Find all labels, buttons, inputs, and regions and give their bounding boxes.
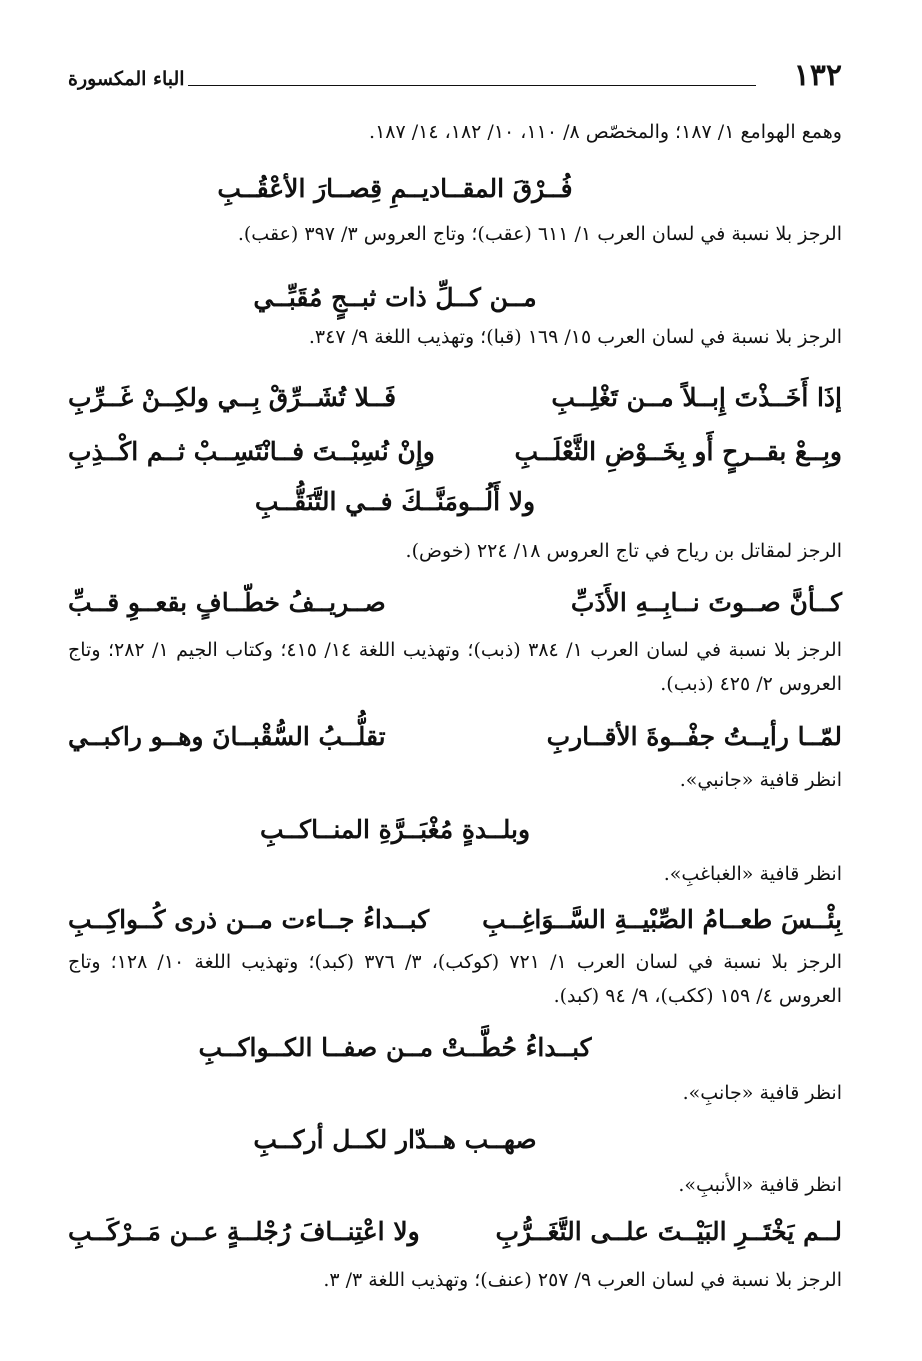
source-note: الرجز بلا نسبة في لسان العرب ١٥/ ١٦٩ (قبا)؛ وتهذيب اللغة ٩/ ٣٤٧.	[308, 326, 842, 348]
cross-reference: انظر قافية «الغباغبِ».	[663, 863, 842, 885]
cross-reference: انظر قافية «الأنببِ».	[678, 1174, 842, 1196]
source-note: الرجز بلا نسبة في لسان العرب ٩/ ٢٥٧ (عنف)؛ وتهذيب اللغة ٣/ ٣.	[323, 1269, 842, 1291]
verse-couplet	[68, 433, 842, 471]
source-note: الرجز لمقاتل بن رياح في تاج العروس ١٨/ ٢٢٤ (خوض).	[405, 540, 842, 562]
verse-line: فُــرْقَ المقــاديــمِ قِصــارَ الأعْقُــبِ	[217, 174, 573, 203]
first-hemistich: إذَا أَخَــذْتَ إِبــلاً مــن تَغْلِــبِ	[551, 383, 842, 412]
source-note: الرجز بلا نسبة في لسان العرب ١/ ٧٢١ (كوكب)، ٣/ ٣٧٦ (كبد)؛ وتهذيب اللغة ١٠/ ١٢٨؛ وتاج العروس ٤/ ١٥٩ (ككب)، ٩/ ٩٤ (كبد).	[68, 951, 842, 1007]
page-header	[68, 58, 842, 98]
source-note: الرجز بلا نسبة في لسان العرب ١/ ٦١١ (عقب)؛ وتاج العروس ٣/ ٣٩٧ (عقب).	[237, 223, 842, 245]
second-hemistich: تقلُّــبُ السُّقْبــانَ وهــو راكبــي	[68, 722, 386, 751]
verse-line: كبــداءُ حُطَّــتْ مــن صفــا الكــواكــبِ	[198, 1033, 592, 1062]
second-hemistich: وإِنْ نُسِبْــتَ فــانْتَسِــبْ ثــم اكْــذِبِ	[68, 437, 435, 466]
verse-line: صهــب هــدّار لكــل أركــبِ	[253, 1125, 537, 1154]
verse-line: ولا أَلُــومَنَّــكَ فــي التَّنَقُّــبِ	[254, 487, 536, 516]
second-hemistich: صــريــفُ خطّــافٍ بقعــوِ قــبِّ	[68, 588, 386, 617]
cross-reference: انظر قافية «جانبي».	[679, 769, 842, 791]
second-hemistich: ولا اعْتِنــافَ رُجْلــةٍ عــن مَــرْكَــبِ	[68, 1217, 420, 1246]
verse-line: وبلــدةٍ مُغْبَــرَّةِ المنــاكــبِ	[259, 815, 531, 844]
running-title: الباء المكسورة	[68, 68, 185, 90]
first-hemistich: لمّــا رأيــتُ جفْــوةَ الأقــاربِ	[546, 722, 842, 751]
first-hemistich: لــم يَخْتَــرِ البَيْــتَ علــى التَّغَــرُّبِ	[495, 1217, 842, 1246]
verse-couplet	[68, 901, 842, 939]
first-hemistich: وبِــعْ بقــرحٍ أَو بِخَــوْضِ الثَّعْلَــبِ	[514, 437, 842, 466]
verse-couplet	[68, 584, 842, 622]
verse-couplet	[68, 379, 842, 417]
second-hemistich: فَــلا تُشَــرِّقْ بِــي ولكِــنْ غَــرِّبِ	[68, 383, 397, 412]
verse-couplet	[68, 1213, 842, 1251]
verse-couplet	[68, 718, 842, 756]
second-hemistich: كبــداءُ جــاءت مــن ذرى كُــواكِــبِ	[68, 905, 430, 934]
first-hemistich: كــأنَّ صــوتَ نــابِــهِ الأَذَبِّ	[570, 588, 842, 617]
cross-reference: انظر قافية «جانبِ».	[682, 1082, 842, 1104]
first-hemistich: بِئْــسَ طعــامُ الصِّبْيــةِ السَّــوَاغِــبِ	[482, 905, 842, 934]
verse-line: مــن كــلِّ ذات ثبــجٍ مُقَبِّــي	[253, 283, 537, 312]
page-number: ١٣٢	[793, 58, 842, 93]
source-note: وهمع الهوامع ١/ ١٨٧؛ والمخصّص ٨/ ١١٠، ١٠/ ١٨٢، ١٤/ ١٨٧.	[369, 121, 842, 143]
source-note: الرجز بلا نسبة في لسان العرب ١/ ٣٨٤ (ذبب)؛ وتهذيب اللغة ١٤/ ٤١٥؛ وكتاب الجيم ١/ ٢٨٢؛ وتاج العروس ٢/ ٤٢٥ (ذبب).	[68, 639, 842, 695]
header-rule	[188, 85, 756, 86]
